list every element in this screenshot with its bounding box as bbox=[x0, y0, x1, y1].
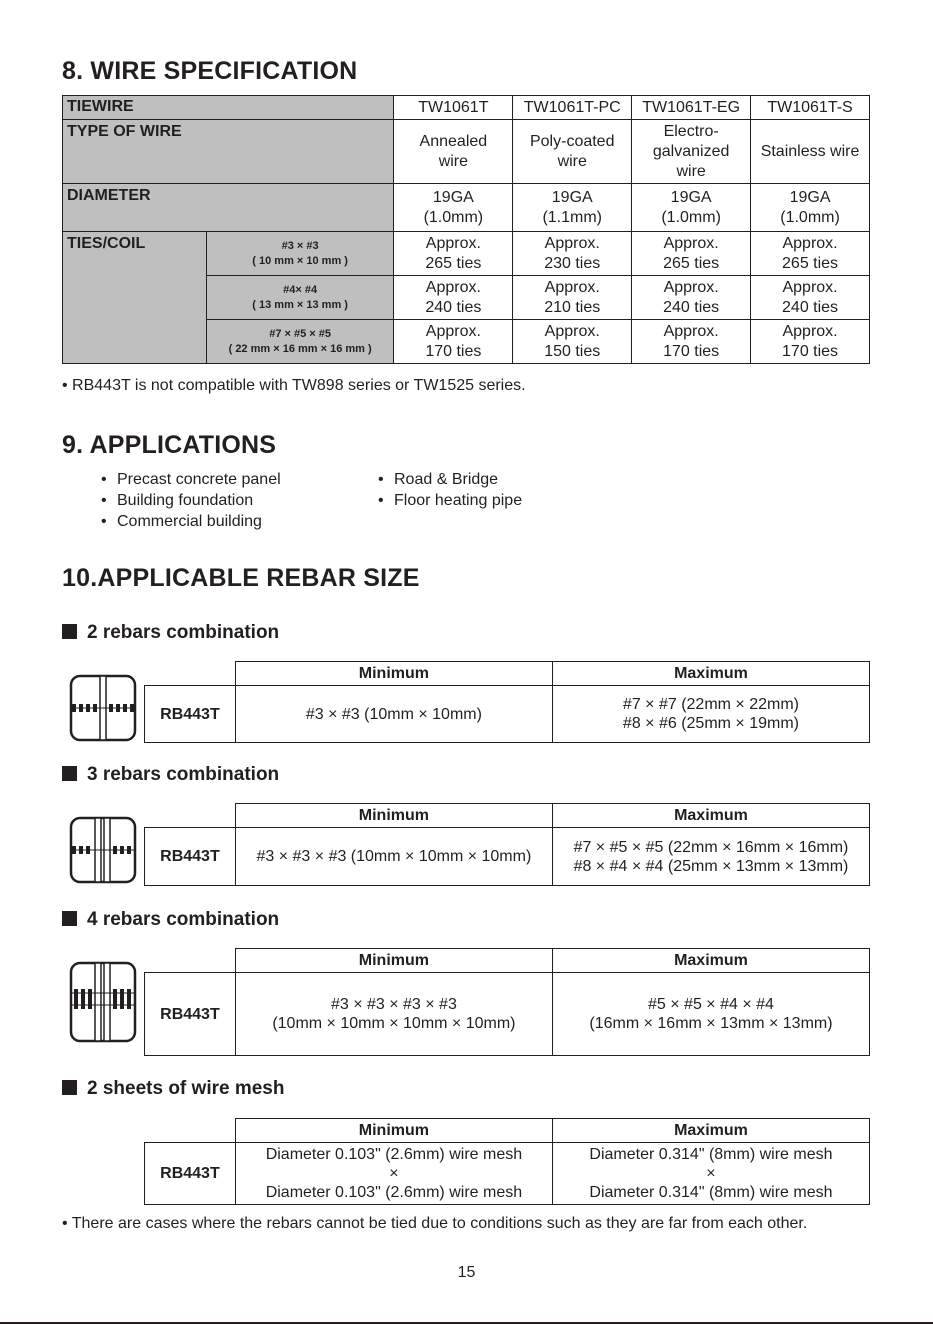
ties-cell: Approx. 265 ties bbox=[632, 232, 751, 276]
diameter-cell: 19GA (1.0mm) bbox=[632, 184, 751, 232]
model-cell: RB443T bbox=[145, 828, 236, 886]
list-item: • Building foundation bbox=[101, 490, 281, 511]
max-cell: #5 × #5 × #4 × #4 (16mm × 16mm × 13mm × 13mm) bbox=[552, 973, 869, 1056]
min-cell: #3 × #3 (10mm × 10mm) bbox=[235, 686, 552, 743]
max-header: Maximum bbox=[552, 804, 869, 828]
list-item: • Road & Bridge bbox=[378, 469, 522, 490]
min-cell: #3 × #3 × #3 × #3 (10mm × 10mm × 10mm × 10mm) bbox=[235, 973, 552, 1056]
ties-coil-label: TIES/COIL bbox=[63, 232, 207, 364]
type-cell: Electro- galvanized wire bbox=[632, 120, 751, 184]
max-header: Maximum bbox=[552, 1119, 869, 1143]
model-cell: TW1061T-S bbox=[751, 96, 870, 120]
ties-cell: Approx. 240 ties bbox=[632, 276, 751, 320]
wire-spec-table bbox=[62, 95, 870, 364]
diameter-label: DIAMETER bbox=[63, 184, 394, 232]
diameter-cell: 19GA (1.0mm) bbox=[751, 184, 870, 232]
section9-title: 9. APPLICATIONS bbox=[62, 431, 277, 459]
rebar-size-cell: #7 × #5 × #5 ( 22 mm × 16 mm × 16 mm ) bbox=[206, 320, 394, 364]
block-title: 2 rebars combination bbox=[62, 622, 279, 644]
ties-cell: Approx. 210 ties bbox=[513, 276, 632, 320]
ties-cell: Approx. 230 ties bbox=[513, 232, 632, 276]
section10-title: 10.APPLICABLE REBAR SIZE bbox=[62, 564, 420, 592]
model-cell: RB443T bbox=[145, 973, 236, 1056]
rebar-table bbox=[144, 661, 870, 743]
max-cell: #7 × #5 × #5 (22mm × 16mm × 16mm) #8 × #4 × #4 (25mm × 13mm × 13mm) bbox=[552, 828, 869, 886]
min-cell: Diameter 0.103" (2.6mm) wire mesh × Diameter 0.103" (2.6mm) wire mesh bbox=[235, 1143, 552, 1205]
max-header: Maximum bbox=[552, 662, 869, 686]
ties-cell: Approx. 170 ties bbox=[751, 320, 870, 364]
rebar-table bbox=[144, 948, 870, 1056]
type-cell: Stainless wire bbox=[751, 120, 870, 184]
model-cell: TW1061T bbox=[394, 96, 513, 120]
ties-cell: Approx. 170 ties bbox=[632, 320, 751, 364]
block-title: 3 rebars combination bbox=[62, 764, 279, 786]
ties-cell: Approx. 265 ties bbox=[394, 232, 513, 276]
min-header: Minimum bbox=[235, 949, 552, 973]
rebar-table bbox=[144, 803, 870, 886]
list-item: • Floor heating pipe bbox=[378, 490, 522, 511]
list-item: • Precast concrete panel bbox=[101, 469, 281, 490]
rebar-size-cell: #4× #4 ( 13 mm × 13 mm ) bbox=[206, 276, 394, 320]
block-title: 4 rebars combination bbox=[62, 909, 279, 931]
ties-cell: Approx. 150 ties bbox=[513, 320, 632, 364]
rebar-2-crossing-icon bbox=[68, 673, 138, 743]
model-cell: RB443T bbox=[145, 1143, 236, 1205]
min-header: Minimum bbox=[235, 804, 552, 828]
min-header: Minimum bbox=[235, 1119, 552, 1143]
diameter-cell: 19GA (1.0mm) bbox=[394, 184, 513, 232]
max-cell: #7 × #7 (22mm × 22mm) #8 × #6 (25mm × 19mm) bbox=[552, 686, 869, 743]
model-cell: RB443T bbox=[145, 686, 236, 743]
footnote: • There are cases where the rebars cannot be tied due to conditions such as they are far from each other. bbox=[62, 1215, 808, 1232]
ties-cell: Approx. 240 ties bbox=[394, 276, 513, 320]
model-cell: TW1061T-EG bbox=[632, 96, 751, 120]
rebar-table bbox=[144, 1118, 870, 1205]
rebar-4-crossing-icon bbox=[68, 960, 138, 1044]
compatibility-note: • RB443T is not compatible with TW898 series or TW1525 series. bbox=[62, 377, 526, 394]
list-item: • Commercial building bbox=[101, 511, 281, 532]
type-cell: Annealed wire bbox=[394, 120, 513, 184]
type-of-wire-label: TYPE OF WIRE bbox=[63, 120, 394, 184]
diameter-cell: 19GA (1.1mm) bbox=[513, 184, 632, 232]
tiewire-label: TIEWIRE bbox=[63, 96, 394, 120]
min-header: Minimum bbox=[235, 662, 552, 686]
applications-list-1 bbox=[101, 469, 281, 532]
ties-cell: Approx. 265 ties bbox=[751, 232, 870, 276]
type-cell: Poly-coated wire bbox=[513, 120, 632, 184]
ties-cell: Approx. 240 ties bbox=[751, 276, 870, 320]
block-title: 2 sheets of wire mesh bbox=[62, 1078, 284, 1100]
min-cell: #3 × #3 × #3 (10mm × 10mm × 10mm) bbox=[235, 828, 552, 886]
rebar-3-crossing-icon bbox=[68, 815, 138, 885]
section8-title: 8. WIRE SPECIFICATION bbox=[62, 57, 358, 85]
max-cell: Diameter 0.314" (8mm) wire mesh × Diameter 0.314" (8mm) wire mesh bbox=[552, 1143, 869, 1205]
rebar-size-cell: #3 × #3 ( 10 mm × 10 mm ) bbox=[206, 232, 394, 276]
max-header: Maximum bbox=[552, 949, 869, 973]
model-cell: TW1061T-PC bbox=[513, 96, 632, 120]
page-number: 15 bbox=[457, 1264, 476, 1281]
applications-list-2 bbox=[378, 469, 522, 511]
ties-cell: Approx. 170 ties bbox=[394, 320, 513, 364]
